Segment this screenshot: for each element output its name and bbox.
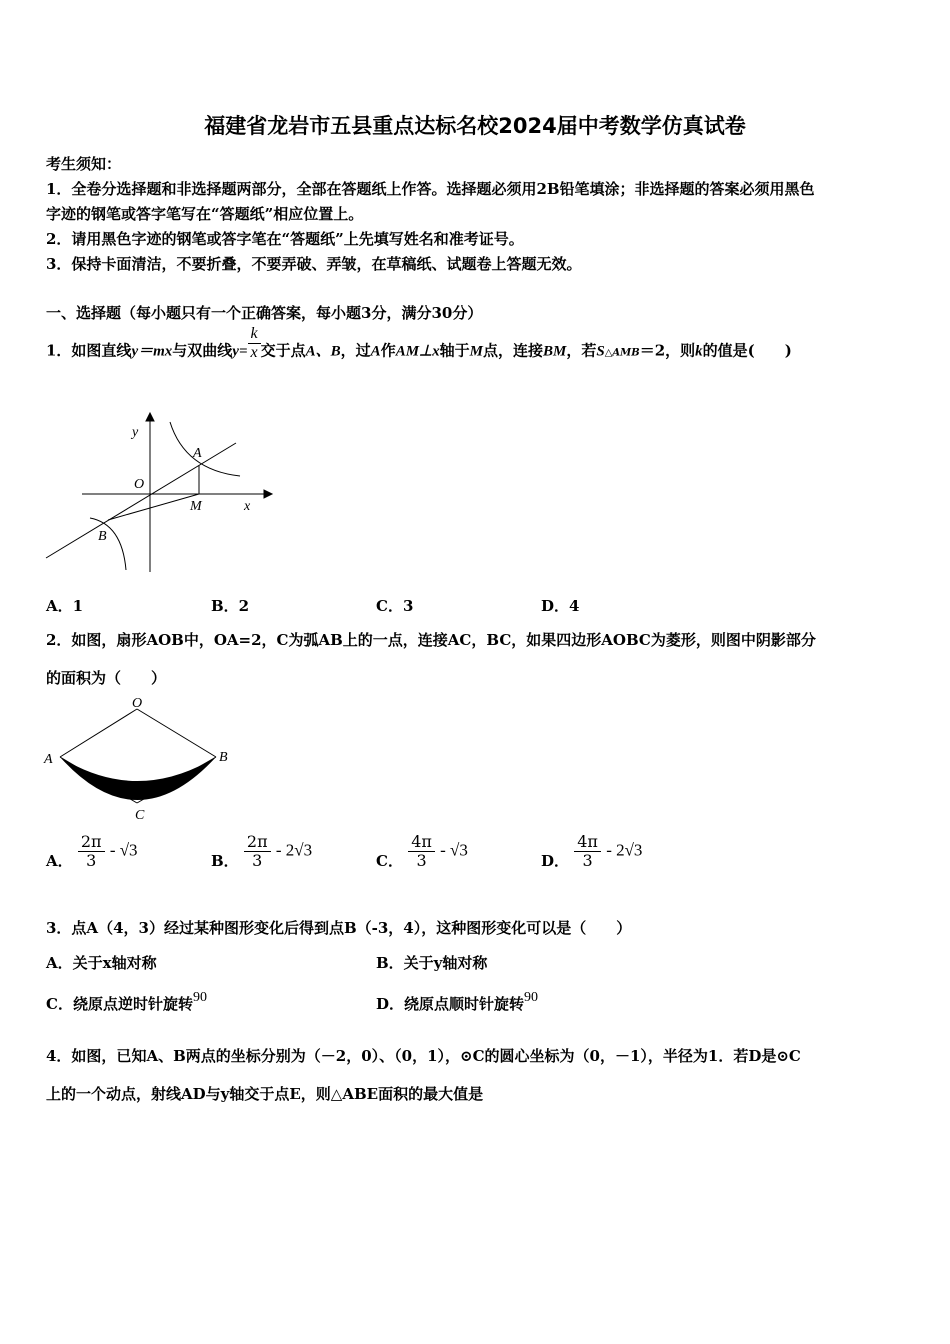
segment-oa	[60, 709, 137, 757]
hyperbola-branch-2	[90, 518, 126, 570]
q2-choice-c-letter: C．	[376, 852, 403, 870]
label-b: B	[219, 750, 228, 765]
q1-frac-num: k	[248, 325, 261, 344]
q2-choice-a-num: 2π	[78, 833, 105, 852]
q2-choice-b-rest: - 2√3	[275, 840, 313, 860]
q1-text-1: 与双曲线	[172, 341, 233, 360]
q2-choice-b-num: 2π	[244, 833, 271, 852]
q2-choice-d-letter: D．	[541, 852, 570, 870]
q1-point-a: A	[370, 343, 381, 360]
notice-item-1-line-1: 1．全卷分选择题和非选择题两部分，全部在答题纸上作答。选择题必须用2B铅笔填涂；非选择题的答案必须用黑色	[46, 180, 815, 198]
q2-choice-c-den: 3	[416, 851, 427, 870]
label-c: C	[135, 808, 145, 823]
q1-frac-den: x	[250, 344, 258, 361]
q2-choice-a-letter: A．	[46, 852, 73, 870]
q1-text-3: ，过	[340, 341, 371, 360]
shaded-region	[60, 757, 216, 800]
y-axis-arrow	[146, 413, 154, 421]
q3-choice-c-text: C．绕原点逆时针旋转	[46, 995, 193, 1013]
q2-stem-line-2: 的面积为（ ）	[46, 669, 167, 687]
q3-choice-d-text: D．绕原点顺时针旋转	[376, 995, 525, 1013]
q1-perp: AM⊥x	[395, 343, 440, 360]
q1-choice-a: A．1	[46, 597, 84, 615]
q3-choice-a: A．关于x轴对称	[46, 954, 157, 972]
q1-choice-d: D．4	[541, 597, 580, 615]
q2-choice-c-frac	[408, 833, 435, 870]
q1-area-sub: △AMB	[604, 347, 640, 359]
q1-text-5: 轴于	[439, 341, 470, 360]
q1-curve-y: y=	[232, 343, 248, 360]
q1-text-8: ＝2，则	[639, 341, 696, 360]
q1-var-k: k	[695, 343, 703, 360]
q1-figure	[40, 410, 280, 580]
q1-prefix: 1．如图直线	[46, 341, 132, 360]
q1-stem	[46, 325, 792, 370]
q3-choice-c	[46, 990, 207, 1014]
label-m: M	[190, 499, 202, 514]
label-x: x	[244, 499, 251, 514]
q2-choice-c-num: 4π	[408, 833, 435, 852]
notice-heading: 考生须知：	[46, 155, 122, 173]
q2-choice-a-frac	[78, 833, 105, 870]
label-o: O	[134, 477, 145, 492]
q1-line-eq: y＝mx	[131, 343, 173, 360]
q1-text-4: 作	[380, 341, 396, 360]
q2-choice-a-den: 3	[86, 851, 97, 870]
q1-text-7: ，若	[566, 341, 597, 360]
q3-choice-d-degree: 90	[524, 990, 539, 1005]
q3-choice-d	[376, 990, 538, 1014]
q4-stem-line-1: 4．如图，已知A、B两点的坐标分别为（－2，0）、（0，1），⊙C的圆心坐标为（0，－1），半径为1．若D是⊙C	[46, 1047, 801, 1065]
section-heading-choice: 一、选择题（每小题只有一个正确答案，每小题3分，满分30分）	[46, 304, 483, 322]
q3-choice-b: B．关于y轴对称	[376, 954, 488, 972]
q1-text-6: 点，连接	[482, 341, 543, 360]
q2-choice-d	[541, 832, 642, 871]
q1-point-m: M	[469, 343, 483, 360]
segment-bm	[108, 494, 199, 520]
q2-choice-b-frac	[244, 833, 271, 870]
q1-choice-b: B．2	[211, 597, 250, 615]
q2-choice-d-rest: - 2√3	[606, 840, 643, 860]
label-a: A	[193, 446, 202, 461]
notice-item-1-line-2: 字迹的钢笔或答字笔写在“答题纸”相应位置上。	[46, 205, 364, 223]
q2-choice-b-letter: B．	[211, 852, 239, 870]
q1-points: A、B	[305, 343, 341, 360]
q1-suffix: 的值是( )	[702, 341, 792, 360]
label-y: y	[132, 425, 139, 440]
q1-choice-c: C．3	[376, 597, 414, 615]
q2-choice-a-rest: - √3	[109, 840, 138, 860]
q1-area-s: S	[596, 343, 605, 360]
q3-stem: 3．点A（4，3）经过某种图形变化后得到点B（-3，4），这种图形变化可以是（ ）	[46, 919, 632, 937]
line-y-mx	[46, 443, 236, 558]
q2-figure	[40, 695, 235, 825]
label-a: A	[44, 752, 53, 767]
segment-ac	[60, 757, 137, 803]
q2-choice-c	[376, 832, 468, 871]
q1-text-2: 交于点	[260, 341, 306, 360]
segment-ob	[137, 709, 216, 757]
q2-choice-c-rest: - √3	[440, 840, 468, 860]
q2-stem-line-1: 2．如图，扇形AOB中，OA=2，C为弧AB上的一点，连接AC，BC，如果四边形AOBC为菱形，则图中阴影部分	[46, 631, 816, 649]
label-o: O	[132, 696, 143, 711]
q2-choice-b-den: 3	[252, 851, 263, 870]
page-title: 福建省龙岩市五县重点达标名校2024届中考数学仿真试卷	[204, 114, 746, 138]
q2-choice-d-num: 4π	[574, 833, 601, 852]
q2-choice-d-frac	[574, 833, 601, 870]
q3-choice-c-degree: 90	[192, 990, 207, 1005]
notice-item-2: 2．请用黑色字迹的钢笔或答字笔在“答题纸”上先填写姓名和准考证号。	[46, 230, 524, 248]
segment-bc	[137, 757, 216, 803]
q1-segment: BM	[543, 343, 567, 360]
q1-fraction	[248, 325, 261, 362]
notice-item-3: 3．保持卡面清洁，不要折叠，不要弄破、弄皱，在草稿纸、试题卷上答题无效。	[46, 255, 582, 273]
label-b: B	[98, 529, 107, 544]
q2-choice-a	[46, 832, 138, 871]
x-axis-arrow	[264, 490, 272, 498]
q2-choice-d-den: 3	[582, 851, 593, 870]
hyperbola-branch-1	[170, 422, 240, 476]
q2-choice-b	[211, 832, 312, 871]
q4-stem-line-2: 上的一个动点，射线AD与y轴交于点E，则△ABE面积的最大值是	[46, 1085, 484, 1103]
